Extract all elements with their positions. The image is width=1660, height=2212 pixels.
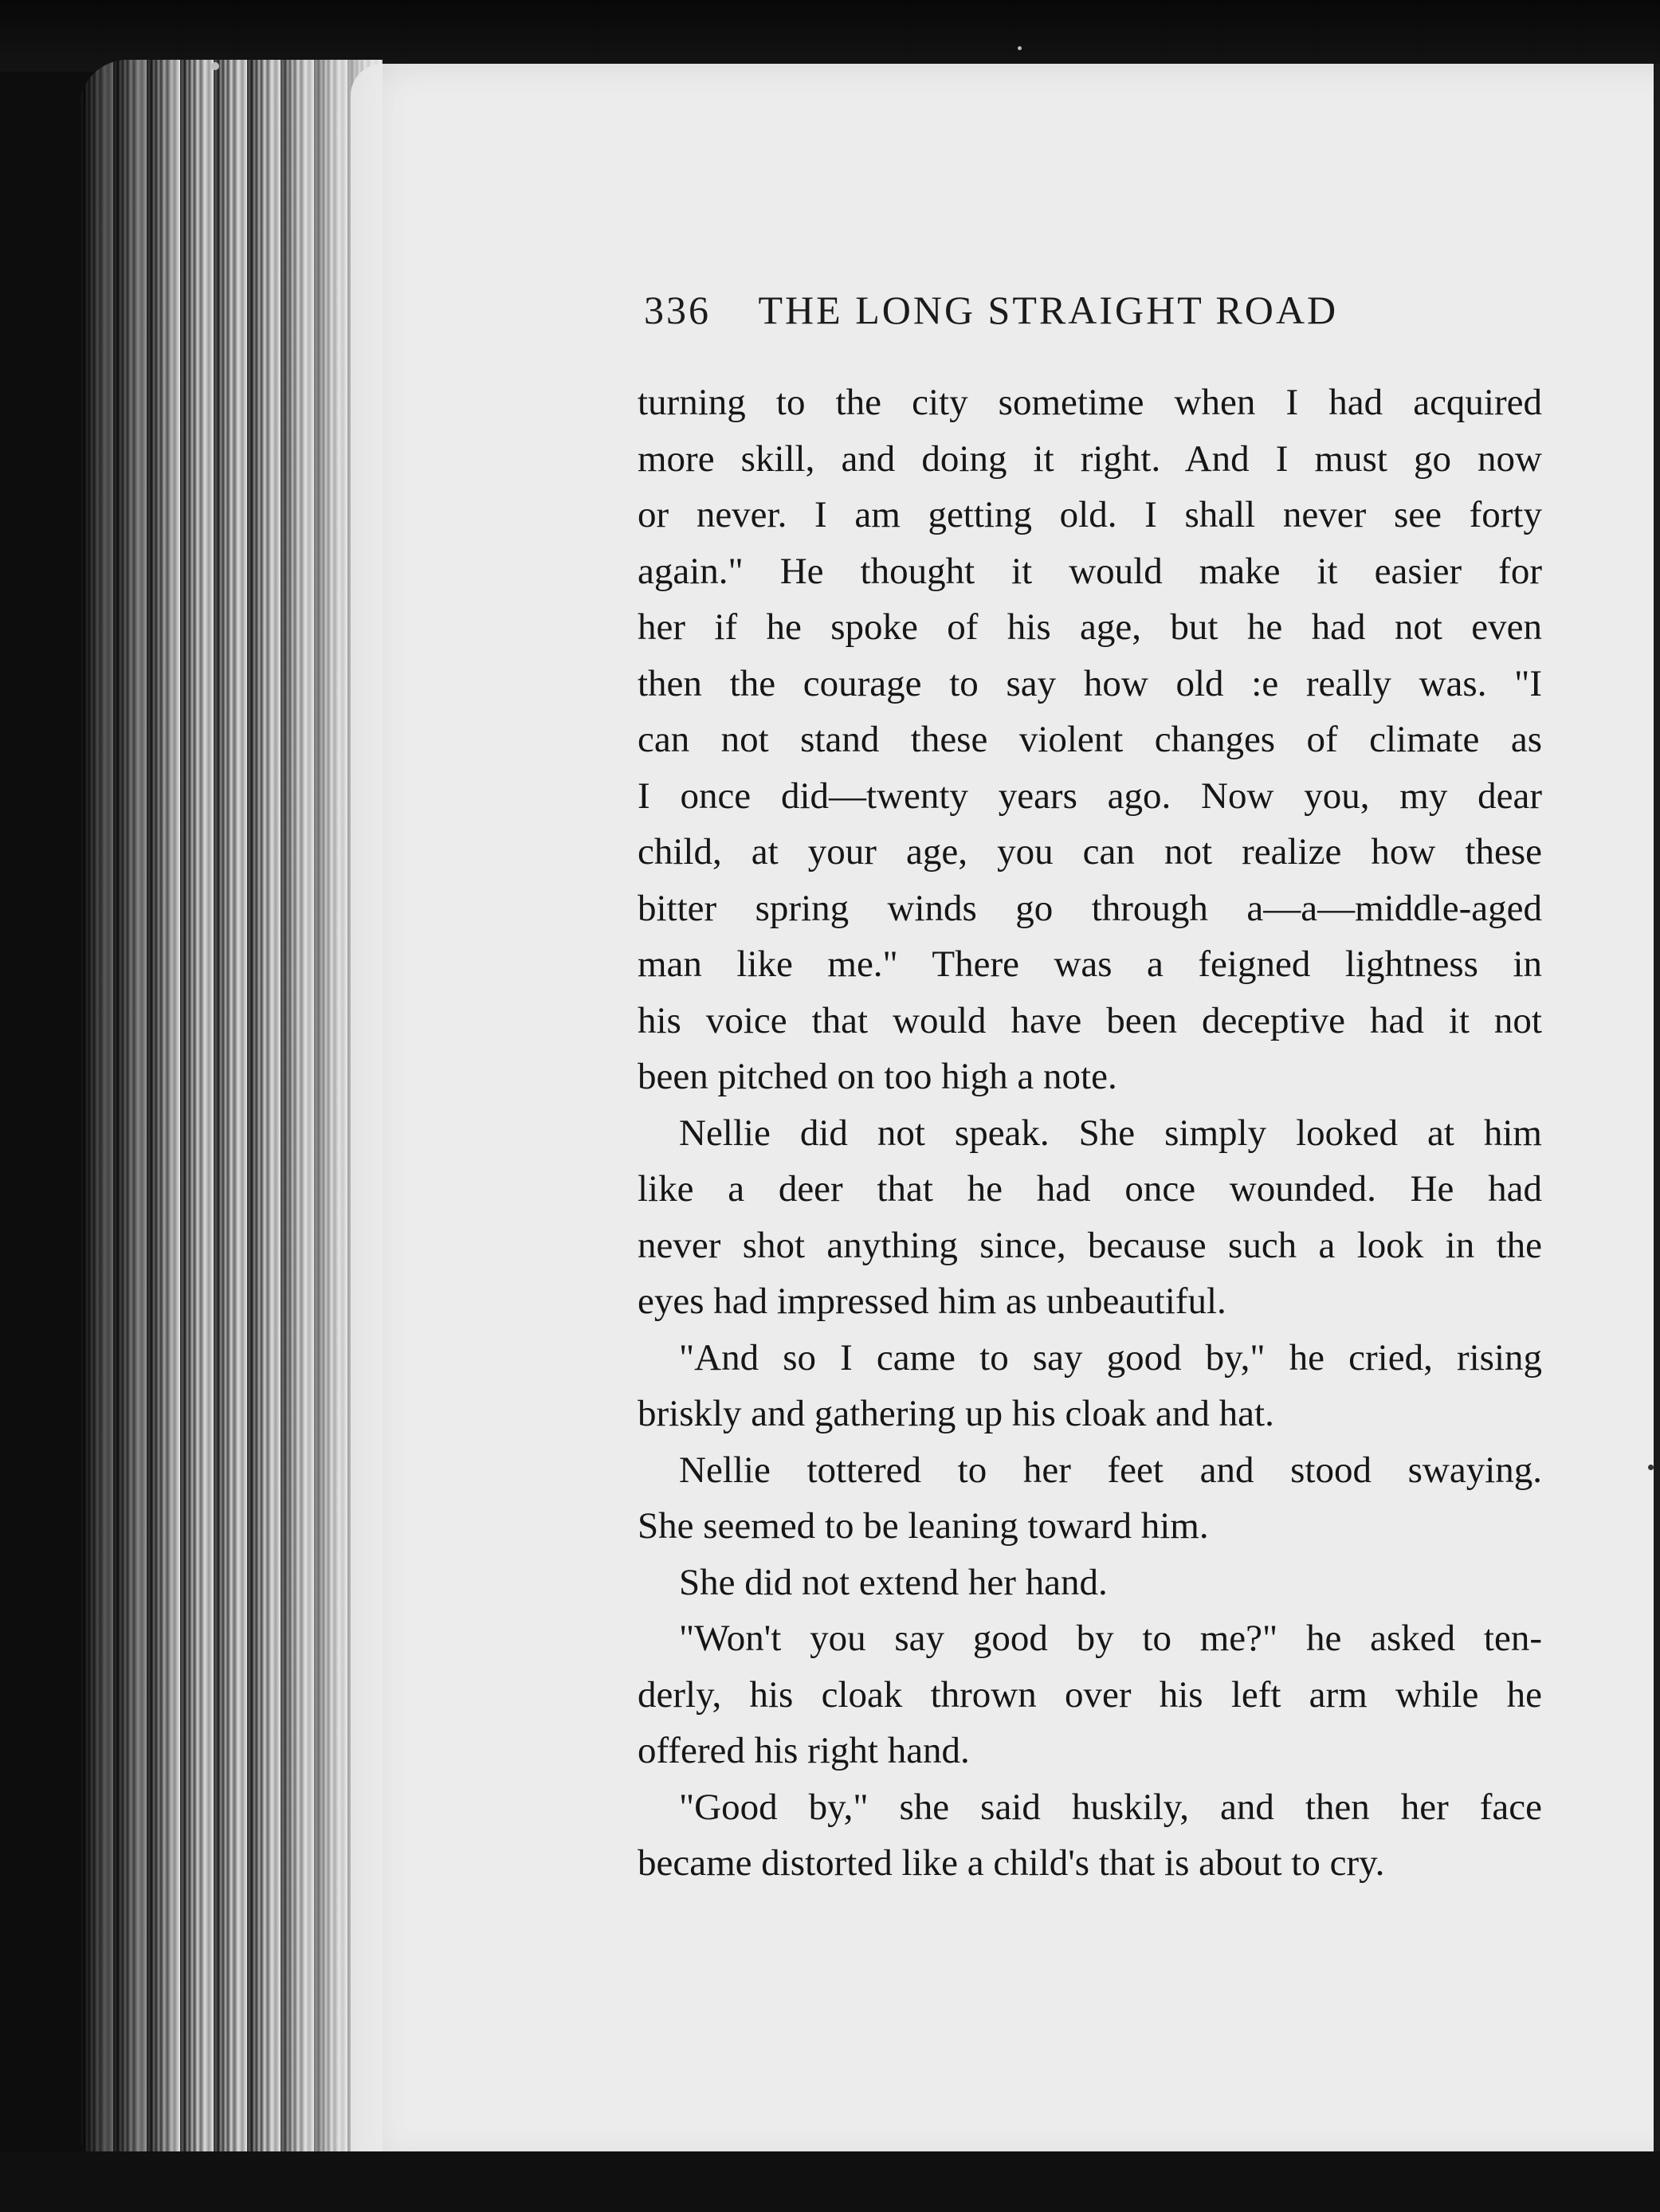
text-line: "Good by," she said huskily, and then her face <box>679 1786 1542 1828</box>
dust-speck <box>1018 46 1022 50</box>
paragraph <box>638 1555 1542 1611</box>
text-line: Nellie did not speak. She simply looked at him <box>679 1112 1542 1154</box>
text-line: She did not extend her hand. <box>679 1561 1108 1603</box>
page-gutter-highlight <box>263 60 383 2163</box>
dust-speck <box>1648 1465 1654 1470</box>
running-title: THE LONG STRAIGHT ROAD <box>758 288 1339 332</box>
text-line: Nellie tottered to her feet and stood swaying. <box>679 1449 1542 1491</box>
text-line: derly, his cloak thrown over his left arm while he <box>638 1673 1542 1716</box>
text-line: "Won't you say good by to me?" he asked ten- <box>679 1618 1542 1659</box>
text-line: can not stand these violent changes of climate as <box>638 719 1542 760</box>
text-line: more skill, and doing it right. And I must go now <box>638 437 1542 480</box>
text-line: been pitched on too high a note. <box>638 1056 1117 1097</box>
text-line: offered his right hand. <box>638 1730 970 1771</box>
page-number: 336 <box>644 288 711 332</box>
paragraph <box>638 1330 1542 1442</box>
text-line: became distorted like a child's that is about to cry. <box>638 1842 1385 1884</box>
text-line: her if he spoke of his age, but he had not even <box>638 606 1542 648</box>
text-line: She seemed to be leaning toward him. <box>638 1505 1209 1547</box>
text-line: never shot anything since, because such a look in the <box>638 1224 1542 1266</box>
scan-background-bottom <box>0 2151 1660 2212</box>
text-line: again." He thought it would make it easier for <box>638 550 1542 592</box>
text-line: child, at your age, you can not realize how these <box>638 831 1542 873</box>
body-text <box>638 375 1542 1892</box>
text-line: like a deer that he had once wounded. He had <box>638 1168 1542 1210</box>
text-line: man like me." There was a feigned lightness in <box>638 943 1542 985</box>
scan-background-right <box>1654 64 1660 2159</box>
paragraph <box>638 375 1542 1105</box>
paragraph <box>638 1105 1542 1330</box>
paragraph <box>638 1779 1542 1892</box>
text-line: I once did—twenty years ago. Now you, my dear <box>638 775 1542 817</box>
text-line: then the courage to say how old :e really was. "I <box>638 662 1542 704</box>
running-header <box>644 287 1441 343</box>
paragraph <box>638 1610 1542 1779</box>
text-line: turning to the city sometime when I had acquired <box>638 382 1542 423</box>
text-line: bitter spring winds go through a—a—middle-aged <box>638 887 1542 929</box>
text-line: eyes had impressed him as unbeautiful. <box>638 1281 1226 1322</box>
text-line: or never. I am getting old. I shall never see forty <box>638 494 1542 535</box>
page-edges-shadow <box>80 60 175 2163</box>
dust-speck <box>211 62 219 70</box>
paragraph <box>638 1442 1542 1555</box>
text-line: his voice that would have been deceptive had it not <box>638 999 1542 1041</box>
text-line: briskly and gathering up his cloak and hat. <box>638 1393 1274 1434</box>
text-line: "And so I came to say good by," he cried, rising <box>679 1336 1542 1379</box>
